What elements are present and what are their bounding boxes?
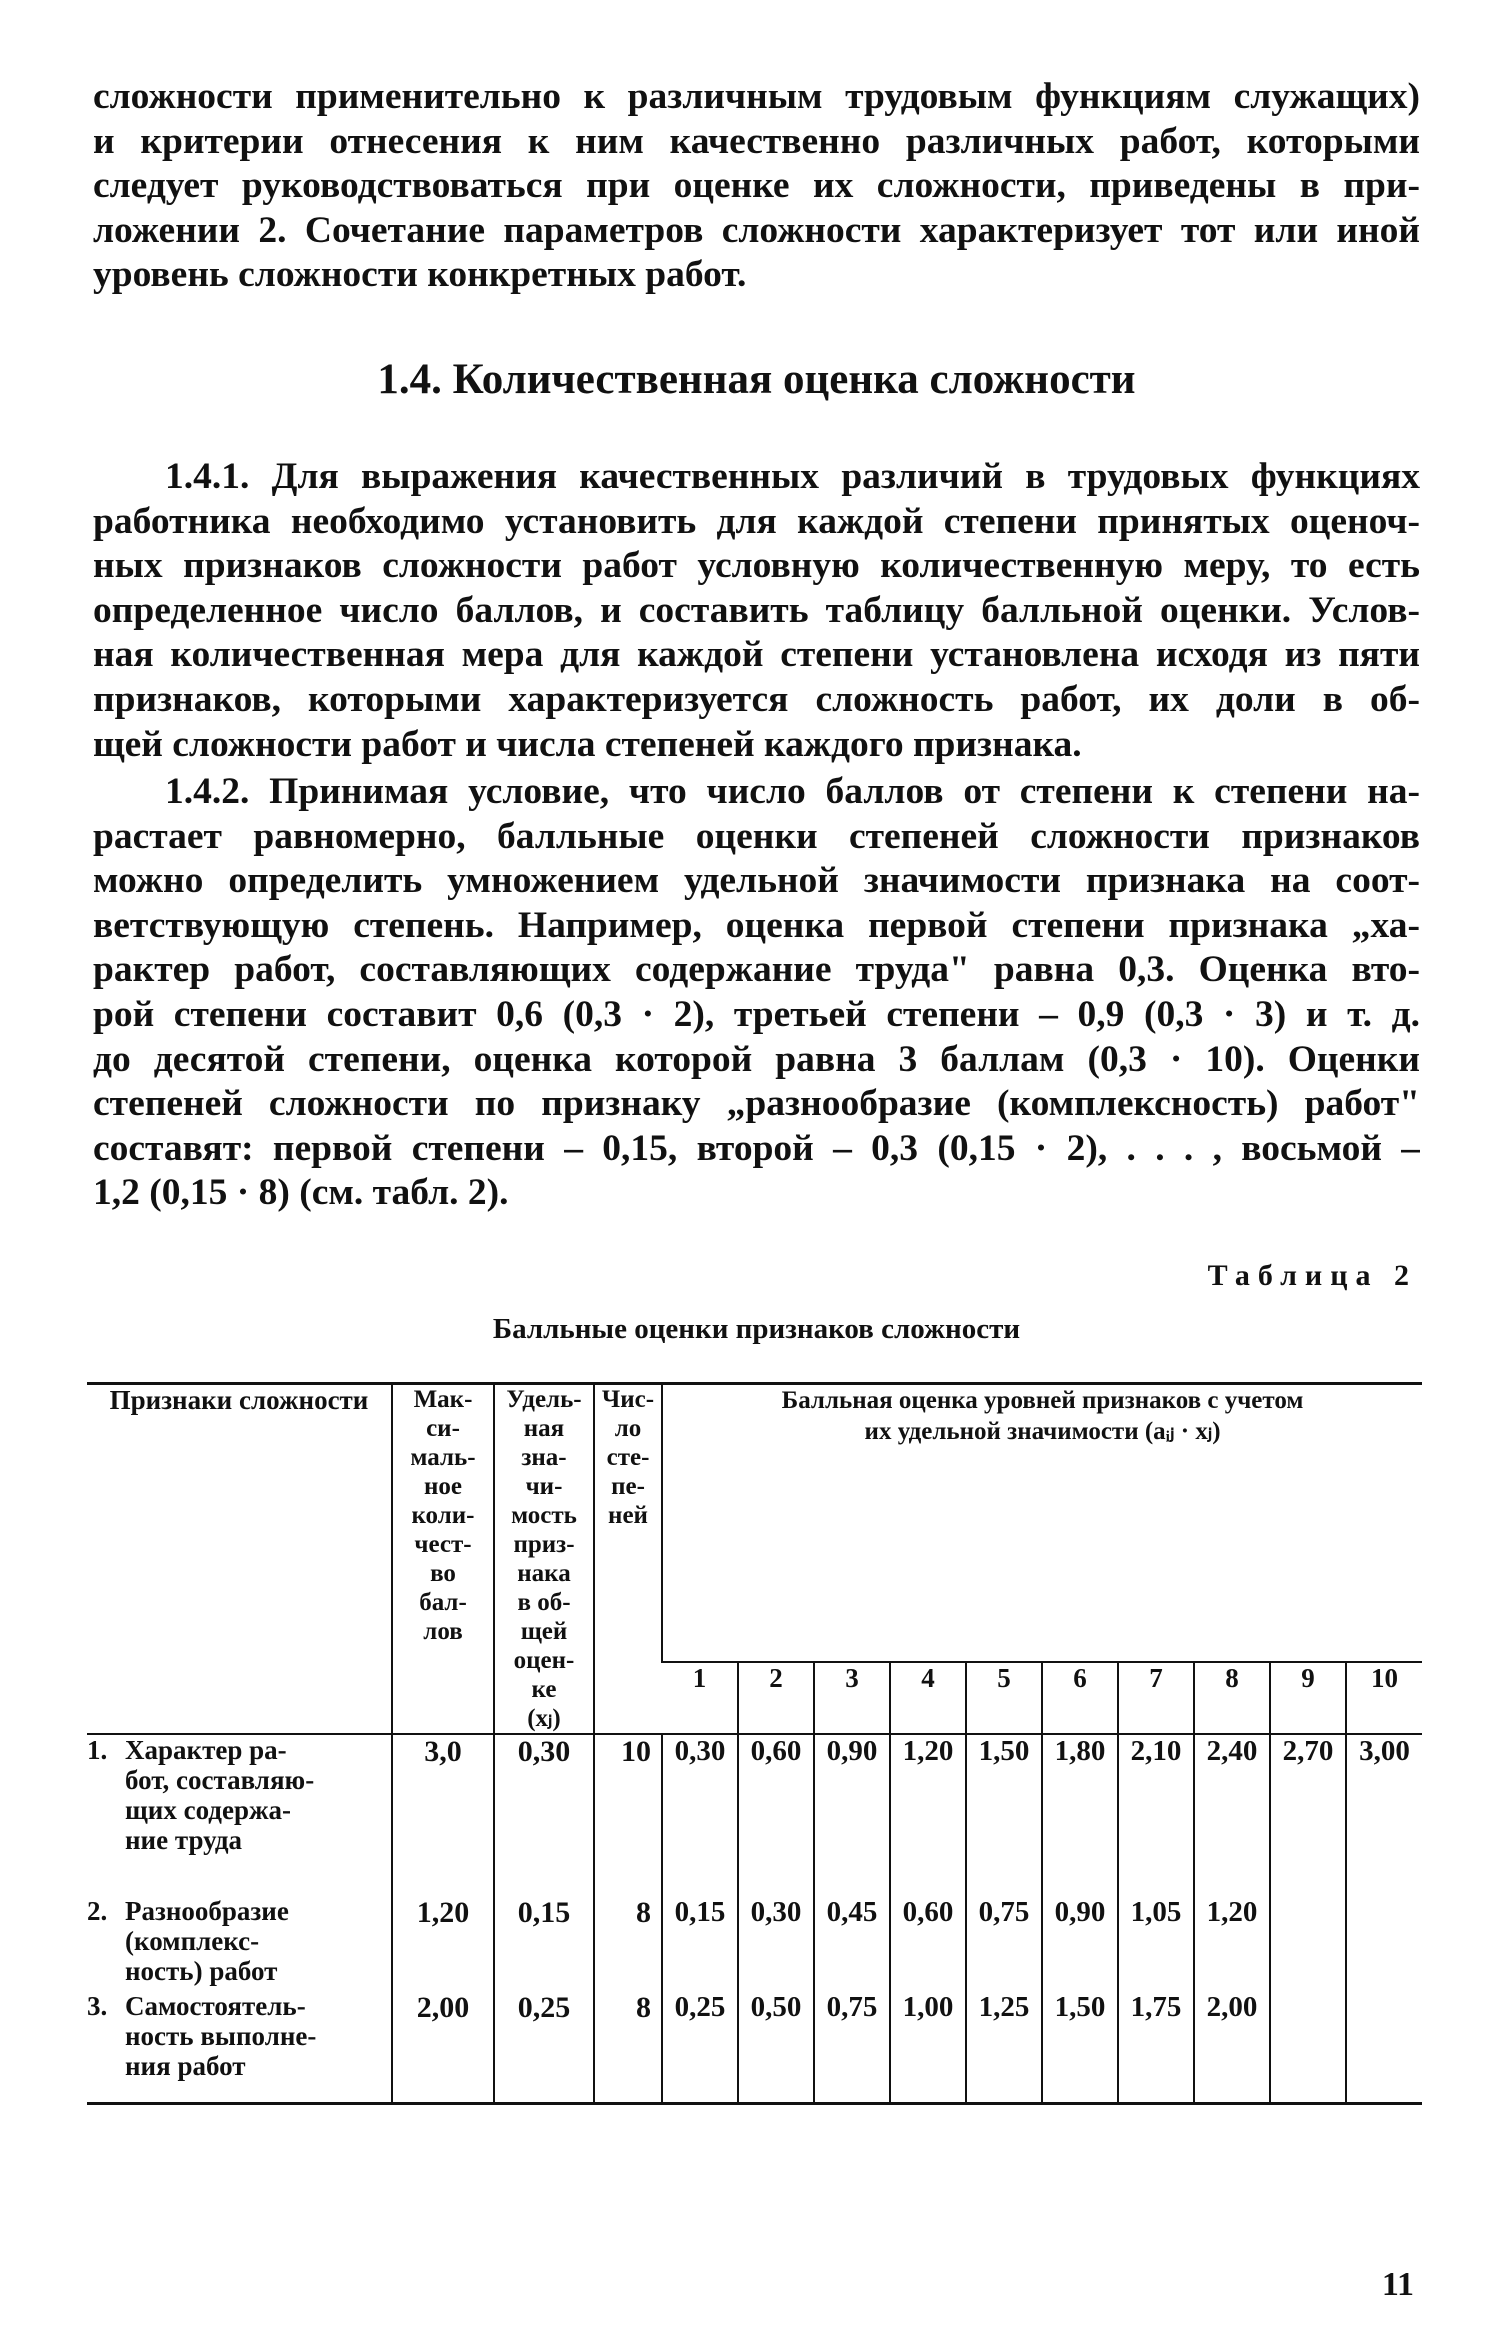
cell-level-8: 2,00 (1194, 1991, 1270, 2103)
text-line: 1,2 (0,15 · 8) (см. табл. 2). (93, 1172, 509, 1214)
text-line: уровень сложности конкретных работ. (93, 254, 747, 296)
paragraph-1-4-1 (93, 455, 1420, 767)
cell-level-8: 2,40 (1194, 1734, 1270, 1896)
row-number: 2. (87, 1896, 108, 1926)
cell-weight: 0,30 (494, 1734, 594, 1896)
table-row (87, 1896, 1422, 1991)
cell-weight: 0,15 (494, 1896, 594, 1991)
text-line: ветствующую степень. Например, оценка первой степени признака „ха- (93, 904, 1420, 946)
row-feature-name (87, 1734, 392, 1896)
text-line: определенное число баллов, и составить таблицу балльной оценки. Услов- (93, 589, 1420, 631)
header-level-3: 3 (814, 1662, 890, 1734)
text-line: 1.4.1. Для выражения качественных различий в трудовых функциях (165, 456, 1420, 497)
header-levels-group: Балльная оценка уровней признаков с учетом их удельной значимости (aᵢⱼ · xⱼ) (662, 1384, 1422, 1663)
table-title: Балльные оценки признаков сложности (492, 1313, 1021, 1345)
header-feature-name: Признаки сложности (87, 1384, 392, 1735)
cell-level-9 (1270, 1991, 1346, 2103)
cell-level-6: 1,80 (1042, 1734, 1118, 1896)
text-line: признаков, которыми характеризуется сложность работ, их доли в об- (93, 678, 1420, 720)
text-line: до десятой степени, оценка которой равна 3 баллам (0,3 · 10). Оценки (93, 1038, 1420, 1080)
cell-level-2: 0,60 (738, 1734, 814, 1896)
cell-weight: 0,25 (494, 1991, 594, 2103)
text-line: ных признаков сложности работ условную количественную меру, то есть (93, 545, 1420, 587)
cell-level-4: 0,60 (890, 1896, 966, 1991)
text-line: следует руководствоваться при оценке их сложности, приведены в при- (93, 165, 1420, 207)
row-number: 1. (87, 1735, 108, 1765)
text-line: рактер работ, составляющих содержание труда" равна 0,3. Оценка вто- (93, 949, 1420, 991)
header-level-5: 5 (966, 1662, 1042, 1734)
header-level-7: 7 (1118, 1662, 1194, 1734)
table-caption: Таблица 2 (1207, 1259, 1417, 1292)
row-feature-name (87, 1991, 392, 2103)
header-degree-count: Чис- ло сте- пе- ней (594, 1384, 662, 1735)
cell-level-1: 0,25 (662, 1991, 738, 2103)
header-level-1: 1 (692, 1663, 707, 1693)
section-heading: 1.4. Количественная оценка сложности (377, 356, 1136, 403)
paragraph-intro (93, 75, 1420, 298)
text-line: работника необходимо установить для каждой степени принятых оценоч- (93, 500, 1420, 542)
header-weight: Удель- ная зна- чи- мость приз- нака в об- щей оцен- ке (xⱼ) (494, 1384, 594, 1735)
text-line: можно определить умножением удельной значимости признака на соот- (93, 860, 1420, 902)
cell-level-10: 3,00 (1346, 1734, 1422, 1896)
row-name-text: Характер ра- бот, составляю- щих содержа- ние труда (125, 1735, 315, 1855)
text-line: рой степени составит 0,6 (0,3 · 2), третьей степени – 0,9 (0,3 · 3) и т. д. (93, 993, 1420, 1035)
table-row (87, 1734, 1422, 1896)
text-line: щей сложности работ и числа степеней каждого признака. (93, 723, 1082, 765)
cell-level-1: 0,30 (662, 1734, 738, 1896)
paragraph-1-4-2 (93, 770, 1420, 1216)
row-name-text: Самостоятель- ность выполне- ния работ (125, 1991, 317, 2081)
header-max-points: Мак- си- маль- ное коли- чест- во бал- лов (392, 1384, 494, 1735)
cell-level-4: 1,20 (890, 1734, 966, 1896)
cell-max-points: 3,0 (392, 1734, 494, 1896)
cell-level-6: 1,50 (1042, 1991, 1118, 2103)
row-number: 3. (87, 1991, 108, 2021)
row-feature-name (87, 1896, 392, 1991)
cell-level-7: 1,05 (1118, 1896, 1194, 1991)
cell-level-2: 0,30 (738, 1896, 814, 1991)
cell-level-5: 1,25 (966, 1991, 1042, 2103)
cell-level-1: 0,15 (662, 1896, 738, 1991)
cell-level-7: 2,10 (1118, 1734, 1194, 1896)
cell-level-3: 0,45 (814, 1896, 890, 1991)
text-line: сложности применительно к различным трудовым функциям служащих) (93, 76, 1420, 117)
cell-level-4: 1,00 (890, 1991, 966, 2103)
cell-level-2: 0,50 (738, 1991, 814, 2103)
row-name-text: Разнообразие (комплекс- ность) работ (125, 1896, 289, 1986)
header-level-8: 8 (1194, 1662, 1270, 1734)
scores-table (87, 1382, 1422, 2105)
header-level-2: 2 (738, 1662, 814, 1734)
table-row (87, 1991, 1422, 2103)
cell-level-7: 1,75 (1118, 1991, 1194, 2103)
cell-level-9 (1270, 1896, 1346, 1991)
text-line: ная количественная мера для каждой степени установлена исходя из пяти (93, 634, 1420, 676)
cell-level-3: 0,90 (814, 1734, 890, 1896)
cell-degrees: 10 (594, 1734, 662, 1896)
cell-level-9: 2,70 (1270, 1734, 1346, 1896)
text-line: ложении 2. Сочетание параметров сложности характеризует тот или иной (93, 209, 1420, 251)
cell-level-10 (1346, 1896, 1422, 1991)
text-line: растает равномерно, балльные оценки степеней сложности признаков (93, 815, 1420, 857)
header-level-10: 10 (1346, 1662, 1422, 1734)
header-level-4: 4 (890, 1662, 966, 1734)
text-line: и критерии отнесения к ним качественно различных работ, которыми (93, 120, 1420, 162)
page-number: 11 (1381, 2266, 1414, 2303)
text-line: степеней сложности по признаку „разнообразие (комплексность) работ" (93, 1083, 1420, 1125)
cell-max-points: 1,20 (392, 1896, 494, 1991)
header-level-9: 9 (1270, 1662, 1346, 1734)
cell-degrees: 8 (594, 1896, 662, 1991)
cell-level-5: 1,50 (966, 1734, 1042, 1896)
cell-degrees: 8 (594, 1991, 662, 2103)
cell-level-10 (1346, 1991, 1422, 2103)
cell-level-6: 0,90 (1042, 1896, 1118, 1991)
cell-level-3: 0,75 (814, 1991, 890, 2103)
cell-level-5: 0,75 (966, 1896, 1042, 1991)
header-level-6: 6 (1042, 1662, 1118, 1734)
cell-level-8: 1,20 (1194, 1896, 1270, 1991)
text-line: 1.4.2. Принимая условие, что число баллов от степени к степени на- (165, 771, 1420, 812)
text-line: составят: первой степени – 0,15, второй – 0,3 (0,15 · 2), . . . , восьмой – (93, 1127, 1420, 1169)
cell-max-points: 2,00 (392, 1991, 494, 2103)
